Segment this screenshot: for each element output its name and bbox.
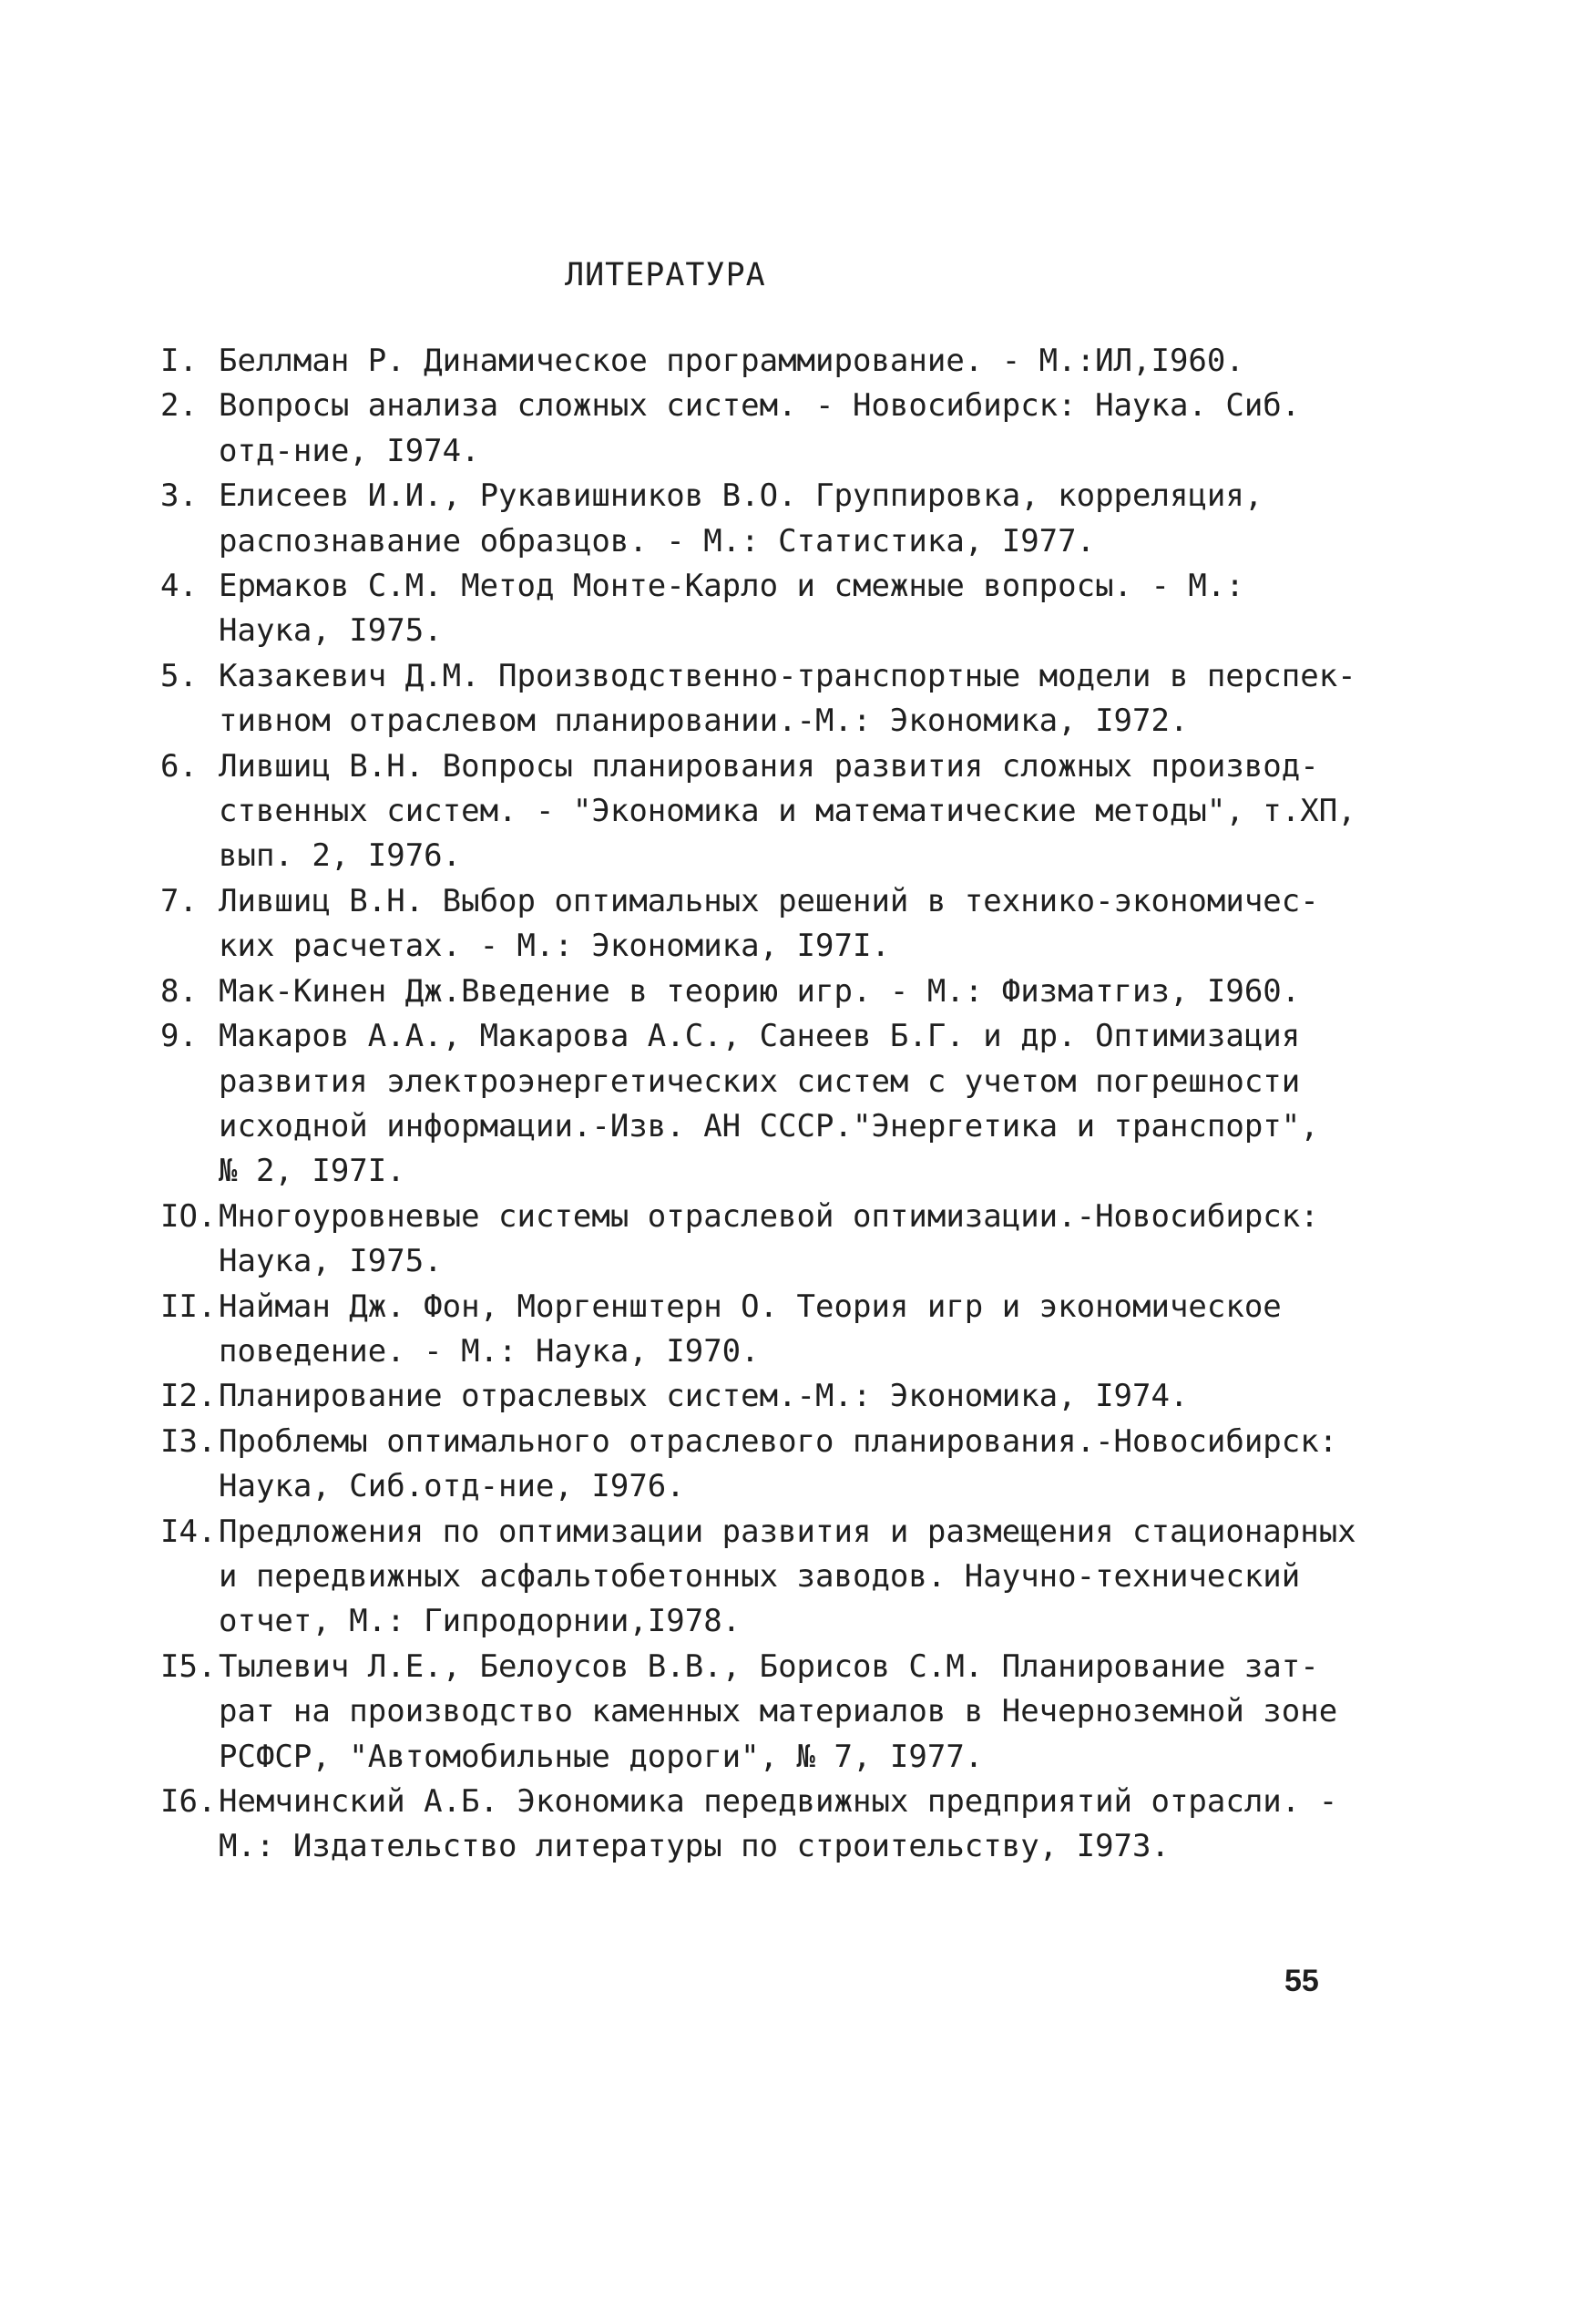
reference-number: 8. (160, 972, 198, 1010)
reference-text-line: Казакевич Д.М. Производственно-транспортные модели в перспек- (219, 657, 1356, 694)
reference-text-line: отд-ние, I974. (219, 432, 480, 469)
reference-item (160, 1195, 1345, 1285)
reference-text-line: РСФСР, "Автомобильные дороги", № 7, I977. (219, 1738, 984, 1775)
page-title: ЛИТЕРАТУРА (565, 257, 766, 293)
reference-item (160, 564, 1345, 654)
reference-text-line: вып. 2, I976. (219, 837, 462, 875)
reference-text-line: распознавание образцов. - М.: Статистика, I977. (219, 522, 1096, 559)
reference-item (160, 970, 1345, 1014)
reference-number: I2. (160, 1378, 217, 1415)
reference-text-line: Мак-Кинен Дж.Введение в теорию игр. - М.: Физматгиз, I960. (219, 972, 1301, 1010)
page-number: 55 (1284, 1964, 1319, 1998)
reference-text-line: Лившиц В.Н. Вопросы планирования развития сложных производ- (219, 747, 1319, 785)
reference-item (160, 1510, 1356, 1645)
reference-text-line: Наука, I975. (219, 1243, 443, 1280)
reference-number: I5. (160, 1647, 217, 1685)
reference-text-line: Проблемы оптимального отраслевого планирования.-Новосибирск: (219, 1422, 1338, 1460)
reference-list (160, 339, 1356, 1870)
reference-text-line: Вопросы анализа сложных систем. - Новосибирск: Наука. Сиб. (219, 387, 1301, 425)
reference-number: I6. (160, 1783, 217, 1820)
reference-number: 4. (160, 568, 198, 605)
reference-item (160, 384, 1345, 474)
reference-item (160, 474, 1345, 564)
reference-text-line: ственных систем. - "Экономика и математические методы", т.ХП, (219, 793, 1356, 830)
reference-text-line: ких расчетах. - М.: Экономика, I97I. (219, 928, 890, 965)
reference-text-line: исходной информации.-Изв. АН СССР."Энергетика и транспорт", (219, 1107, 1319, 1144)
reference-text-line: тивном отраслевом планировании.-М.: Экономика, I972. (219, 703, 1189, 740)
reference-item (160, 744, 1356, 879)
reference-item (160, 1014, 1345, 1195)
reference-number: I4. (160, 1513, 217, 1550)
reference-text-line: развития электроэнергетических систем с учетом погрешности (219, 1062, 1301, 1100)
reference-item (160, 1420, 1345, 1510)
reference-text-line: Наука, I975. (219, 612, 443, 650)
reference-item (160, 1374, 1345, 1419)
reference-number: I. (160, 343, 198, 379)
reference-text-line: Наука, Сиб.отд-ние, I976. (219, 1468, 685, 1505)
reference-text-line: Немчинский А.Б. Экономика передвижных предприятий отрасли. - (219, 1783, 1338, 1820)
reference-number: 6. (160, 747, 198, 785)
reference-number: 9. (160, 1018, 198, 1055)
reference-text-line: Лившиц В.Н. Выбор оптимальных решений в технико-экономичес- (219, 882, 1319, 919)
reference-item (160, 1285, 1345, 1375)
reference-item (160, 1780, 1345, 1870)
reference-text-line: поведение. - М.: Наука, I970. (219, 1332, 760, 1370)
reference-number: IO. (160, 1197, 217, 1235)
reference-text-line: Елисеев И.И., Рукавишников В.О. Группировка, корреляция, (219, 477, 1264, 515)
reference-number: 7. (160, 882, 198, 919)
reference-text-line: Ермаков С.М. Метод Монте-Карло и смежные вопросы. - М.: (219, 568, 1244, 605)
reference-text-line: и передвижных асфальтобетонных заводов. Научно-технический (219, 1557, 1301, 1595)
reference-text-line: Тылевич Л.Е., Белоусов В.В., Борисов С.М. Планирование зат- (219, 1647, 1319, 1685)
reference-number: 3. (160, 477, 198, 515)
reference-number: I3. (160, 1422, 217, 1460)
reference-number: II. (160, 1288, 217, 1325)
reference-text-line: Беллман Р. Динамическое программирование. - М.:ИЛ,I960. (219, 343, 1244, 379)
reference-text-line: рат на производство каменных материалов в Нечерноземной зоне (219, 1693, 1338, 1730)
reference-text-line: Макаров А.А., Макарова А.С., Санеев Б.Г. и др. Оптимизация (219, 1018, 1301, 1055)
reference-item (160, 1645, 1345, 1780)
reference-text-line: Многоуровневые системы отраслевой оптимизации.-Новосибирск: (219, 1197, 1319, 1235)
reference-number: 5. (160, 657, 198, 694)
reference-text-line: Найман Дж. Фон, Моргенштерн О. Теория игр и экономическое (219, 1288, 1282, 1325)
reference-text-line: отчет, М.: Гипродорнии,I978. (219, 1603, 742, 1640)
reference-item (160, 879, 1345, 970)
reference-item (160, 339, 1345, 384)
reference-item (160, 654, 1356, 744)
reference-text-line: Планирование отраслевых систем.-М.: Экономика, I974. (219, 1378, 1189, 1415)
reference-text-line: Предложения по оптимизации развития и размещения стационарных (219, 1513, 1356, 1550)
reference-text-line: № 2, I97I. (219, 1153, 405, 1190)
reference-number: 2. (160, 387, 198, 425)
reference-text-line: М.: Издательство литературы по строительству, I973. (219, 1828, 1170, 1865)
